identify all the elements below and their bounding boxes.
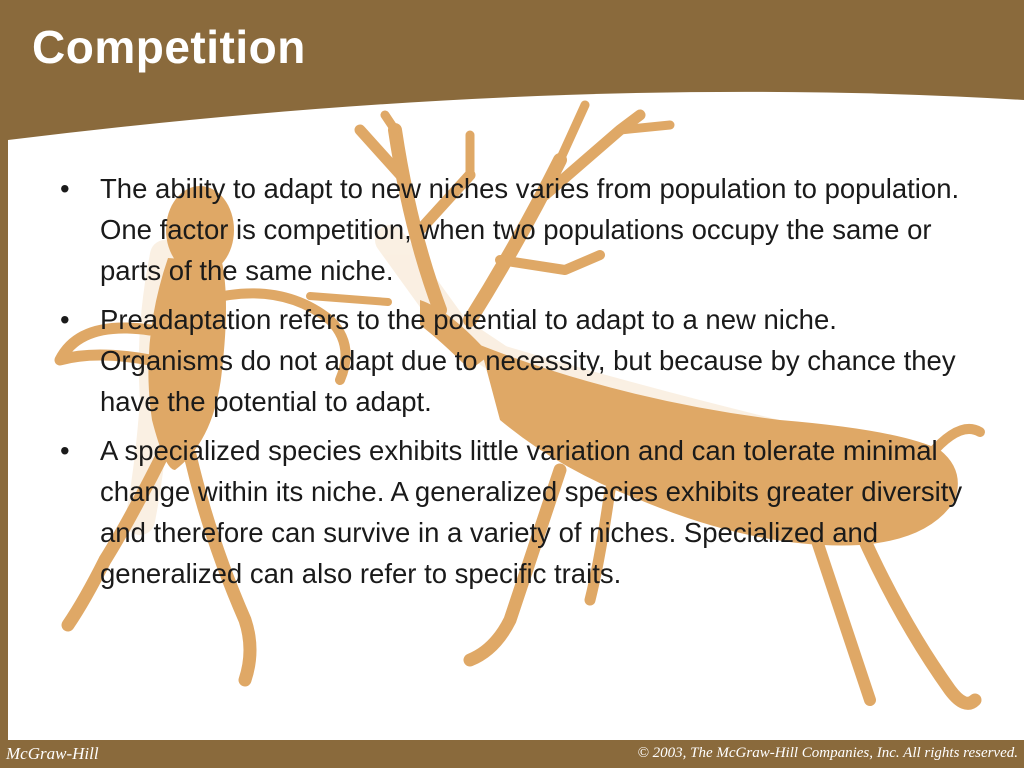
copyright-notice: © 2003, The McGraw-Hill Companies, Inc. All rights reserved. [637, 745, 1018, 761]
bullet-item [56, 430, 976, 594]
publisher-logo-text: McGraw-Hill [6, 744, 99, 763]
bullet-item [56, 299, 976, 422]
bullet-list [56, 168, 976, 602]
bullet-text: A specialized species exhibits little variation and can tolerate minimal change within its niche. A generalized species exhibits greater diversity and therefore can survive in a variety of niches. Specialized and generalized can also refer to specific traits. [100, 435, 963, 589]
bullet-item [56, 168, 976, 291]
slide-title: Competition [32, 21, 306, 73]
bullet-text: The ability to adapt to new niches varies from population to population. One factor is competition, when two populations occupy the same or parts of the same niche. [100, 173, 960, 286]
bullet-text: Preadaptation refers to the potential to adapt to a new niche. Organisms do not adapt due to necessity, but because by chance they have the potential to adapt. [100, 304, 956, 417]
slide-number: 1-10 [973, 714, 1004, 731]
bullet-glyph: • [60, 435, 70, 466]
bullet-glyph: • [60, 173, 70, 204]
bullet-glyph: • [60, 304, 70, 335]
